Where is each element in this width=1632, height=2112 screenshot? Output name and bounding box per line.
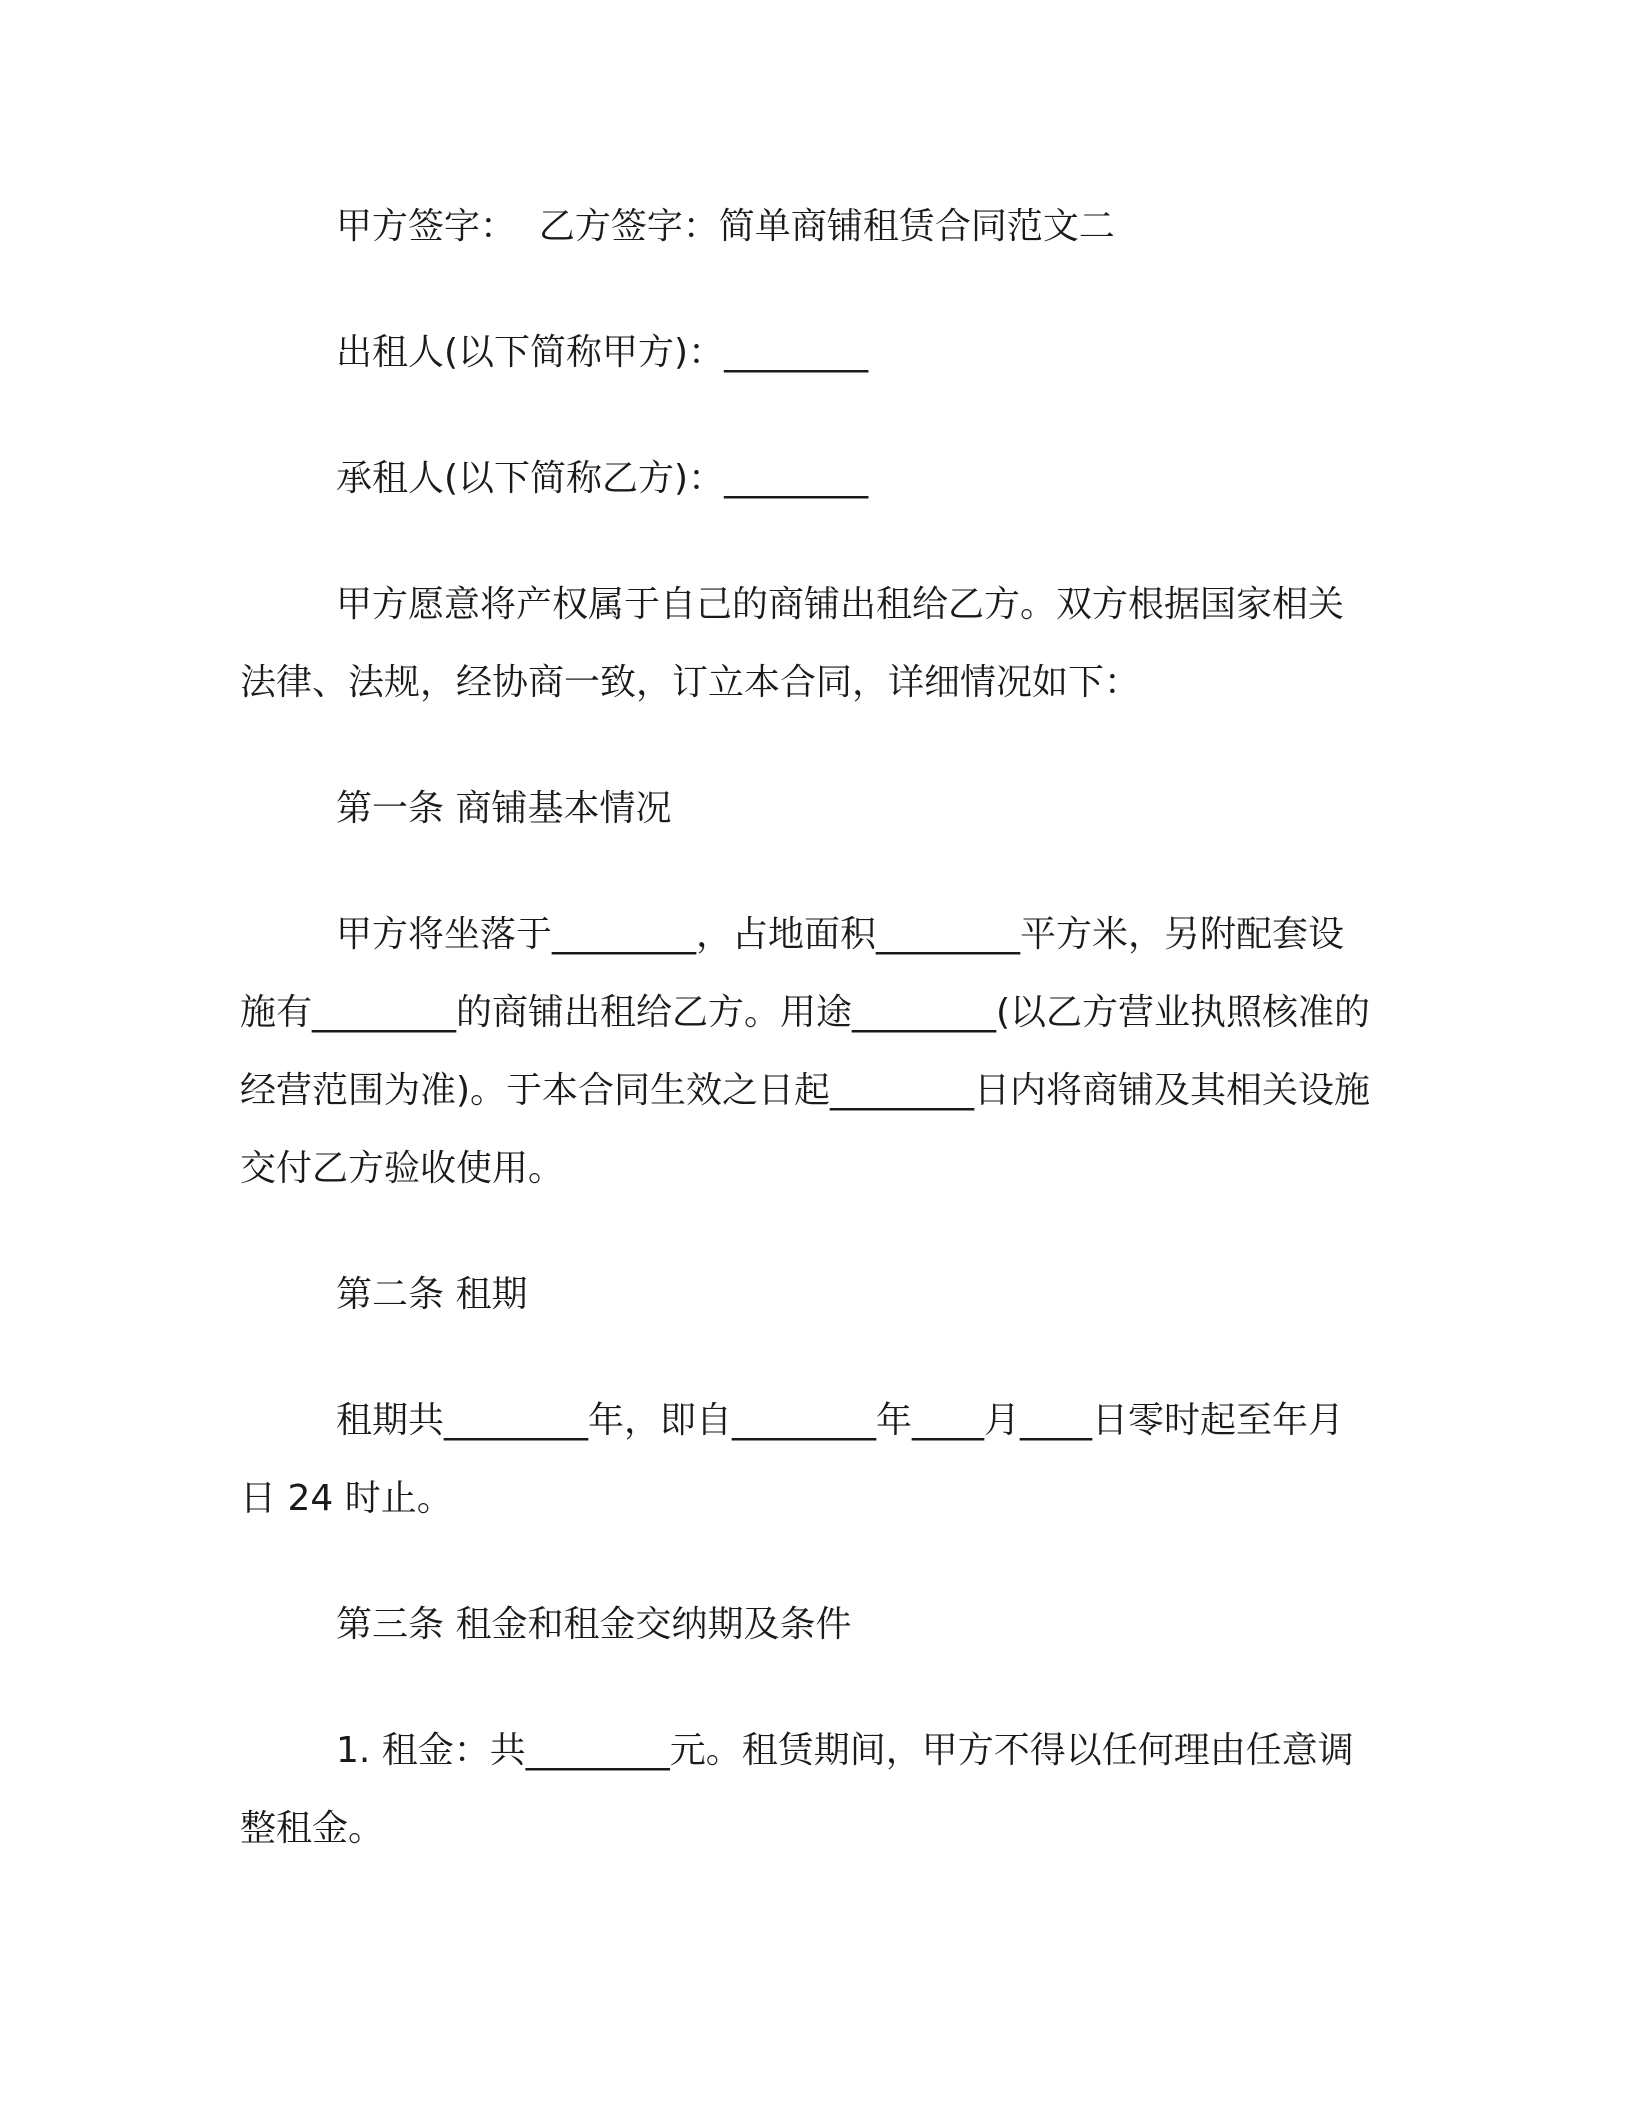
lessee-line: 承租人(以下简称乙方)：________ xyxy=(336,458,869,499)
article-2-body: 租期共________年，即自________年____月____日零时起至年月日 24 时止。 xyxy=(240,1400,1345,1519)
document-body xyxy=(240,188,1375,1916)
signature-line: 甲方签字： 乙方签字：简单商铺租赁合同范文二 xyxy=(336,206,1115,247)
lessor-line: 出租人(以下简称甲方)：________ xyxy=(336,332,869,373)
preamble-paragraph: 甲方愿意将产权属于自己的商铺出租给乙方。双方根据国家相关法律、法规，经协商一致，订立本合同，详细情况如下： xyxy=(240,584,1345,703)
article-3-heading: 第三条 租金和租金交纳期及条件 xyxy=(336,1604,852,1645)
article-2-heading: 第二条 租期 xyxy=(336,1274,528,1315)
article-1-heading: 第一条 商铺基本情况 xyxy=(336,788,672,829)
article-3-item-1: 1. 租金：共________元。租赁期间，甲方不得以任何理由任意调整租金。 xyxy=(240,1730,1354,1849)
article-1-body: 甲方将坐落于________，占地面积________平方米，另附配套设施有________的商铺出租给乙方。用途________(以乙方营业执照核准的经营范围为准)。于本合同生效之日起________日内将商铺及其相关设施交付乙方验收使用。 xyxy=(240,914,1371,1189)
